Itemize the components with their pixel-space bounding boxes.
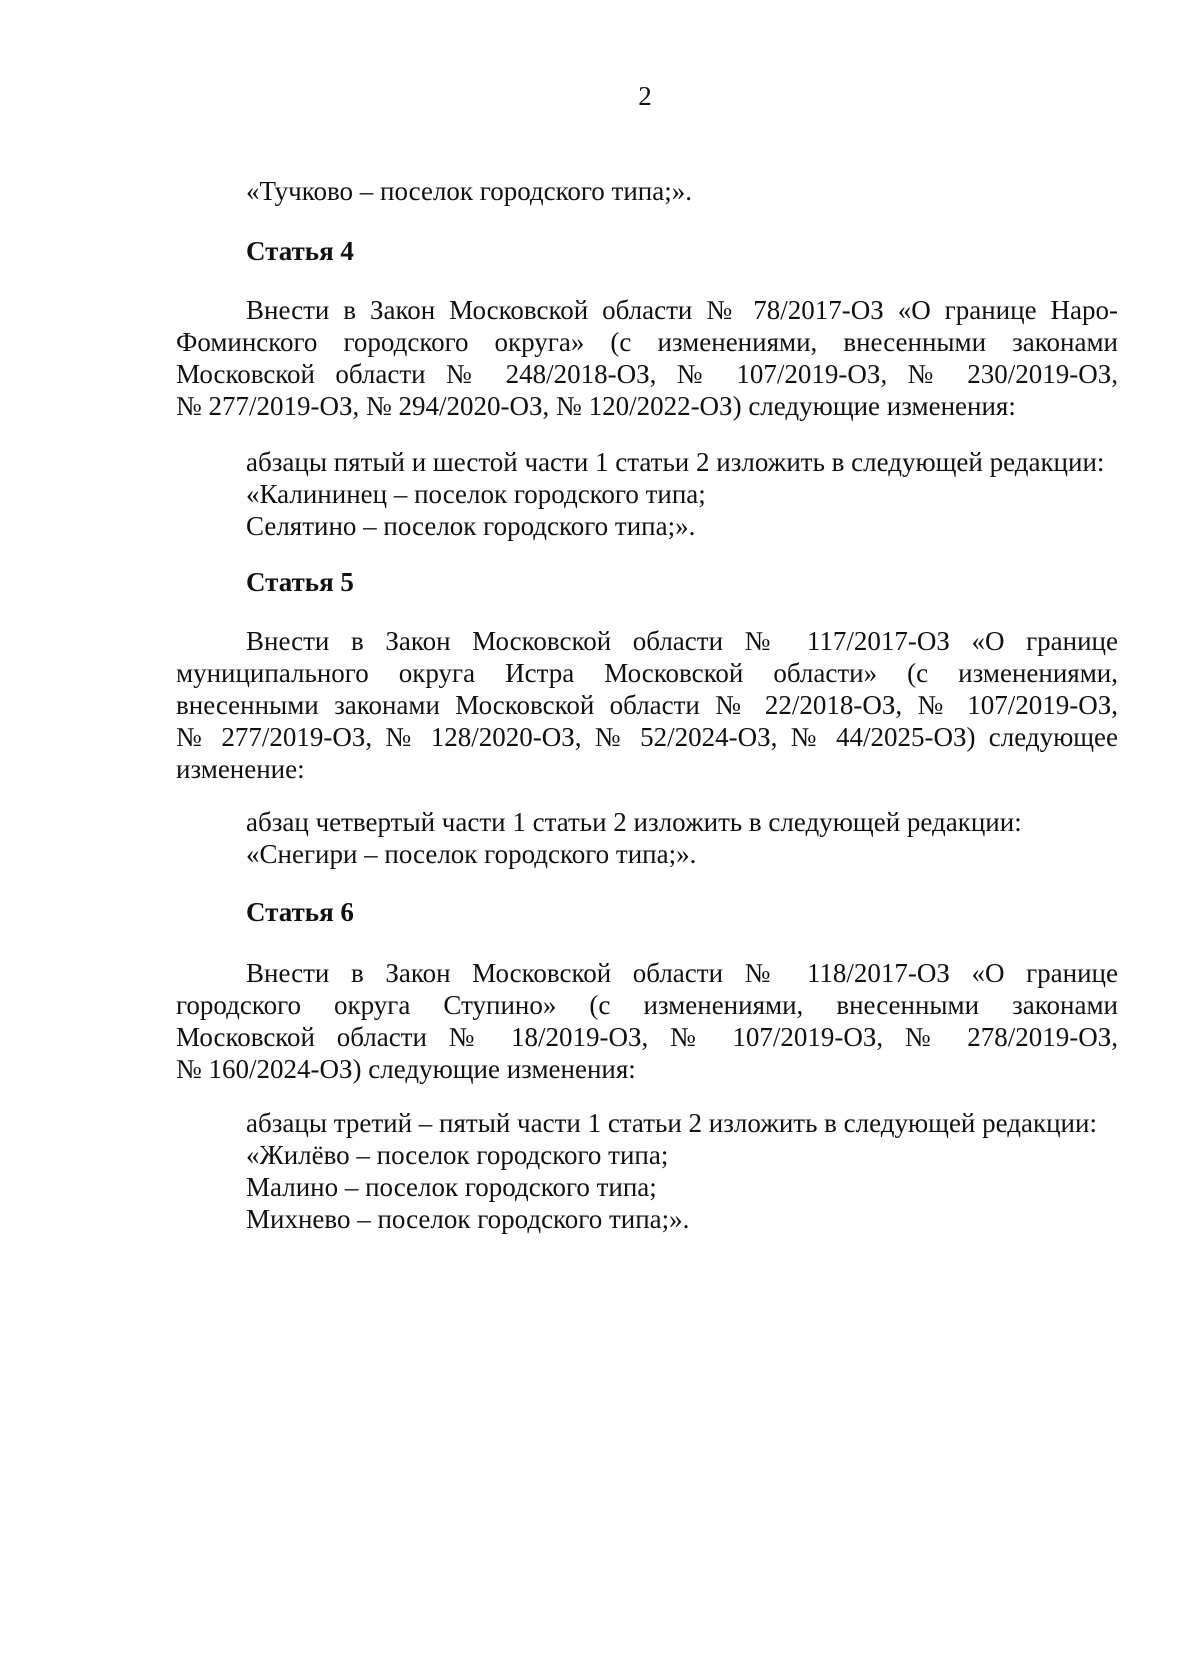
page-number: 2 [638,81,652,111]
article-4-heading-block [176,235,1118,267]
article-6-body [176,957,1118,1085]
article-5-body-line-3: внесенными законами Московской области № 22/2018-ОЗ, № 107/2019-ОЗ, [176,690,1118,720]
article-6-heading-block [176,896,1118,928]
article-4-amendment-line-1: абзацы пятый и шестой части 1 статьи 2 изложить в следующей редакции: [246,447,1105,477]
article-6-body-line-1: Внести в Закон Московской области № 118/2017-ОЗ «О границе [246,958,1118,988]
article-4-amendment-line-2: «Калининец – поселок городского типа; [246,479,706,509]
article-4-body-line-1: Внести в Закон Московской области № 78/2017-ОЗ «О границе Наро- [246,295,1118,325]
article-6-body-line-3: Московской области № 18/2019-ОЗ, № 107/2019-ОЗ, № 278/2019-ОЗ, [176,1022,1118,1052]
article-6-body-line-2: городского округа Ступино» (с изменениями, внесенными законами [176,990,1118,1020]
article-5-amendment-line-1: абзац четвертый части 1 статьи 2 изложить в следующей редакции: [246,807,1022,837]
article-6-amendment-line-3: Малино – поселок городского типа; [246,1172,657,1202]
article-5-amendment [176,806,1118,870]
article-6-amendment-line-1: абзацы третий – пятый части 1 статьи 2 изложить в следующей редакции: [246,1108,1097,1138]
article-4-body [176,294,1118,422]
article-6-body-line-4: № 160/2024-ОЗ) следующие изменения: [176,1054,636,1084]
article-4-body-line-4: № 277/2019-ОЗ, № 294/2020-ОЗ, № 120/2022-ОЗ) следующие изменения: [176,391,1016,421]
article-4-amendment-line-3: Селятино – поселок городского типа;». [246,511,696,541]
article-5-body-line-1: Внести в Закон Московской области № 117/2017-ОЗ «О границе [246,626,1118,656]
article-6-amendment-line-2: «Жилёво – поселок городского типа; [246,1140,669,1170]
article-5-heading-block [176,566,1118,598]
article-5-heading: Статья 5 [246,567,354,597]
article-5-body-line-5: изменение: [176,754,305,784]
article-5-body [176,625,1118,785]
article-4-body-line-3: Московской области № 248/2018-ОЗ, № 107/2019-ОЗ, № 230/2019-ОЗ, [176,359,1118,389]
article-5-body-line-4: № 277/2019-ОЗ, № 128/2020-ОЗ, № 52/2024-ОЗ, № 44/2025-ОЗ) следующее [176,722,1118,752]
article-6-amendment [176,1107,1118,1235]
article-6-heading: Статья 6 [246,897,354,927]
article-5-amendment-line-2: «Снегири – поселок городского типа;». [246,839,697,869]
article-4-body-line-2: Фоминского городского округа» (с изменениями, внесенными законами [176,327,1118,357]
article-4-heading: Статья 4 [246,236,354,266]
article-5-body-line-2: муниципального округа Истра Московской области» (с изменениями, [176,658,1118,688]
intro-line: «Тучково – поселок городского типа;». [246,176,692,206]
intro-line-block [176,175,1118,207]
article-4-amendment [176,446,1118,542]
article-6-amendment-line-4: Михнево – поселок городского типа;». [246,1204,690,1234]
